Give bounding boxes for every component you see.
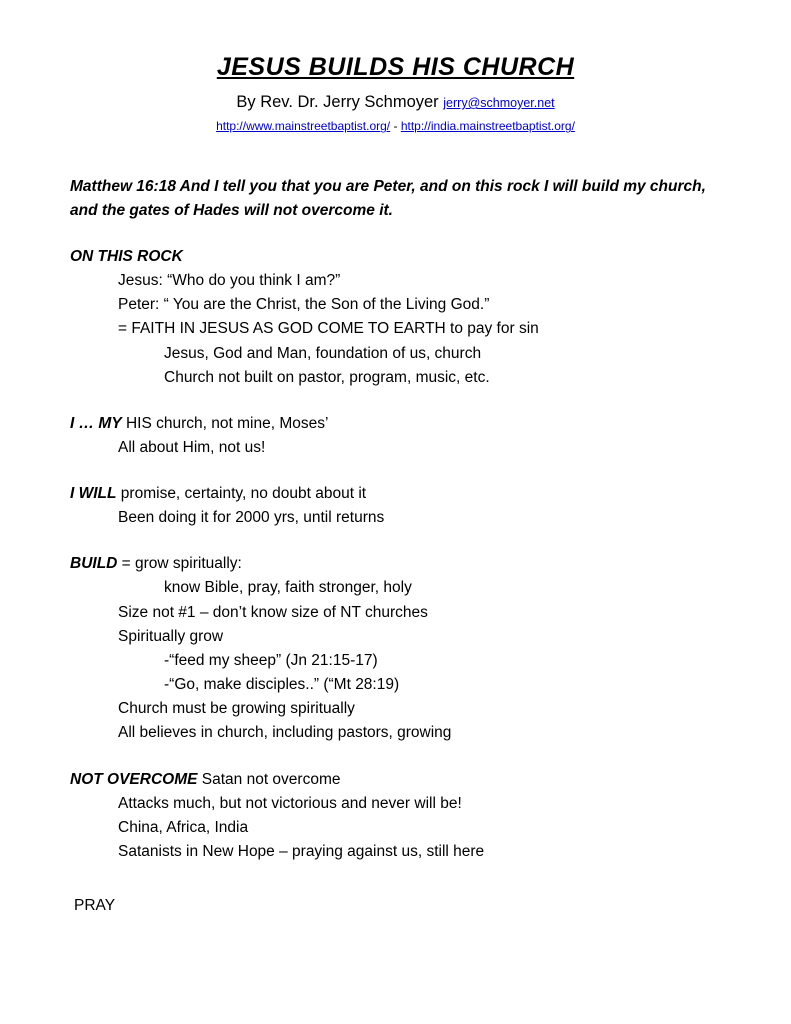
section-line: -“Go, make disciples..” (“Mt 28:19) [164,676,400,694]
page-title: JESUS BUILDS HIS CHURCH [216,53,575,81]
author-email-link[interactable]: jerry@schmoyer.net [443,96,555,110]
section-line: -“feed my sheep” (Jn 21:15-17) [164,651,378,669]
section-line: All believes in church, including pastors, growing [118,724,452,742]
section-heading-suffix: promise, certainty, no doubt about it [116,485,367,503]
section-not-overcome [70,768,721,865]
byline [70,92,721,113]
section-i-my [70,412,721,460]
section-heading-text: ON THIS ROCK [70,248,183,266]
section-heading [70,482,721,506]
main-site-link[interactable]: http://www.mainstreetbaptist.org/ [216,119,391,134]
scripture-verse: Matthew 16:18 And I tell you that you are Peter, and on this rock I will build my church, and the gates of Hades will not overcome it. [70,178,706,220]
closing-note: PRAY [74,897,116,915]
section-heading-suffix: = grow spiritually: [117,555,242,573]
section-heading [70,552,721,576]
link-separator: - [393,119,398,134]
india-site-link[interactable]: http://india.mainstreetbaptist.org/ [400,119,575,134]
section-heading-text: I … MY [70,414,122,432]
section-line: Peter: “ You are the Christ, the Son of the Living God.” [118,296,490,314]
section-heading [70,768,721,792]
section-heading-suffix: Satan not overcome [197,770,341,788]
section-line: = FAITH IN JESUS AS GOD COME TO EARTH to pay for sin [118,320,539,338]
section-i-will [70,482,721,530]
byline-author: By Rev. Dr. Jerry Schmoyer [236,93,439,111]
section-line: Been doing it for 2000 yrs, until returns [118,509,385,527]
section-line: Jesus: “Who do you think I am?” [118,272,341,290]
section-heading-text: I WILL [70,485,117,503]
section-heading-text: NOT OVERCOME [70,770,198,788]
section-line: Attacks much, but not victorious and never will be! [118,794,462,812]
section-build [70,552,721,745]
section-line: All about Him, not us! [118,438,266,456]
section-line: Jesus, God and Man, foundation of us, church [164,344,482,362]
section-line: China, Africa, India [118,818,249,836]
section-line: Size not #1 – don’t know size of NT churches [118,603,428,621]
section-line: Church not built on pastor, program, music, etc. [164,368,490,386]
section-line: Satanists in New Hope – praying against us, still here [118,842,485,860]
section-heading-suffix: HIS church, not mine, Moses’ [121,414,329,432]
section-heading [70,245,721,269]
section-heading-text: BUILD [70,555,118,573]
document-body [70,175,721,918]
website-links [70,119,721,135]
section-heading [70,412,721,436]
section-on-this-rock [70,245,721,390]
section-line: Church must be growing spiritually [118,700,355,718]
section-line: Spiritually grow [118,627,224,645]
section-line: know Bible, pray, faith stronger, holy [164,579,412,597]
